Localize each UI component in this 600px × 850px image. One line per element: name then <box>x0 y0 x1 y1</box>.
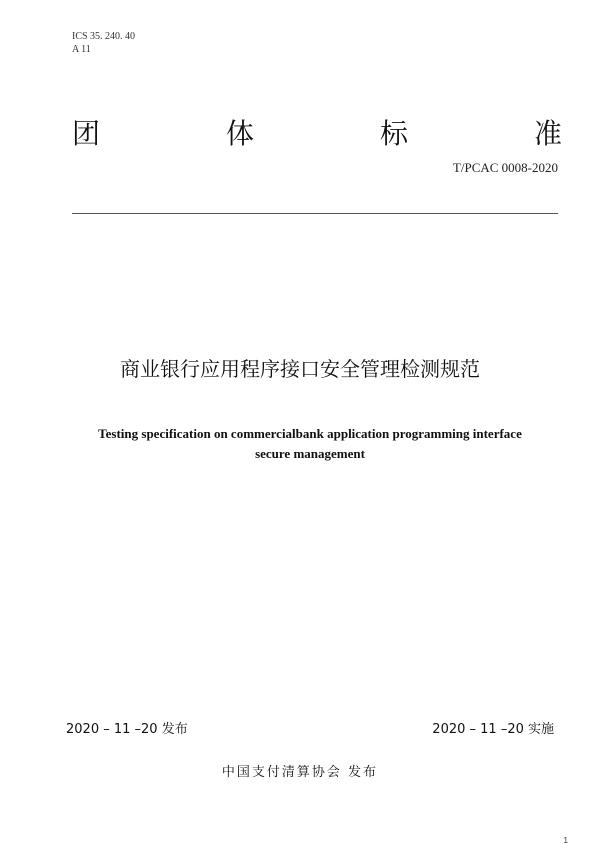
page-number: 1 <box>563 836 568 845</box>
english-title-line: Testing specification on commercialbank application programming interface <box>98 426 522 441</box>
heading-char: 团 <box>72 117 101 150</box>
classification-codes <box>72 30 135 56</box>
standard-number: T/PCAC 0008-2020 <box>452 160 558 175</box>
standard-type-heading <box>72 112 562 152</box>
ccs-code: A 11 <box>72 44 91 55</box>
implementation-date: 2020 – 11 –20 实施 <box>432 722 554 737</box>
heading-char: 体 <box>225 117 254 150</box>
heading-char: 准 <box>533 117 562 150</box>
heading-char: 标 <box>379 117 408 150</box>
issue-date: 2020 – 11 –20 发布 <box>66 722 188 737</box>
chinese-title: 商业银行应用程序接口安全管理检测规范 <box>120 357 480 381</box>
ics-code: ICS 35. 240. 40 <box>72 31 136 42</box>
header-divider <box>72 213 558 214</box>
english-title <box>40 424 580 464</box>
english-title-line: secure management <box>255 446 365 461</box>
publisher-line: 中国支付清算协会 发布 <box>221 765 379 780</box>
